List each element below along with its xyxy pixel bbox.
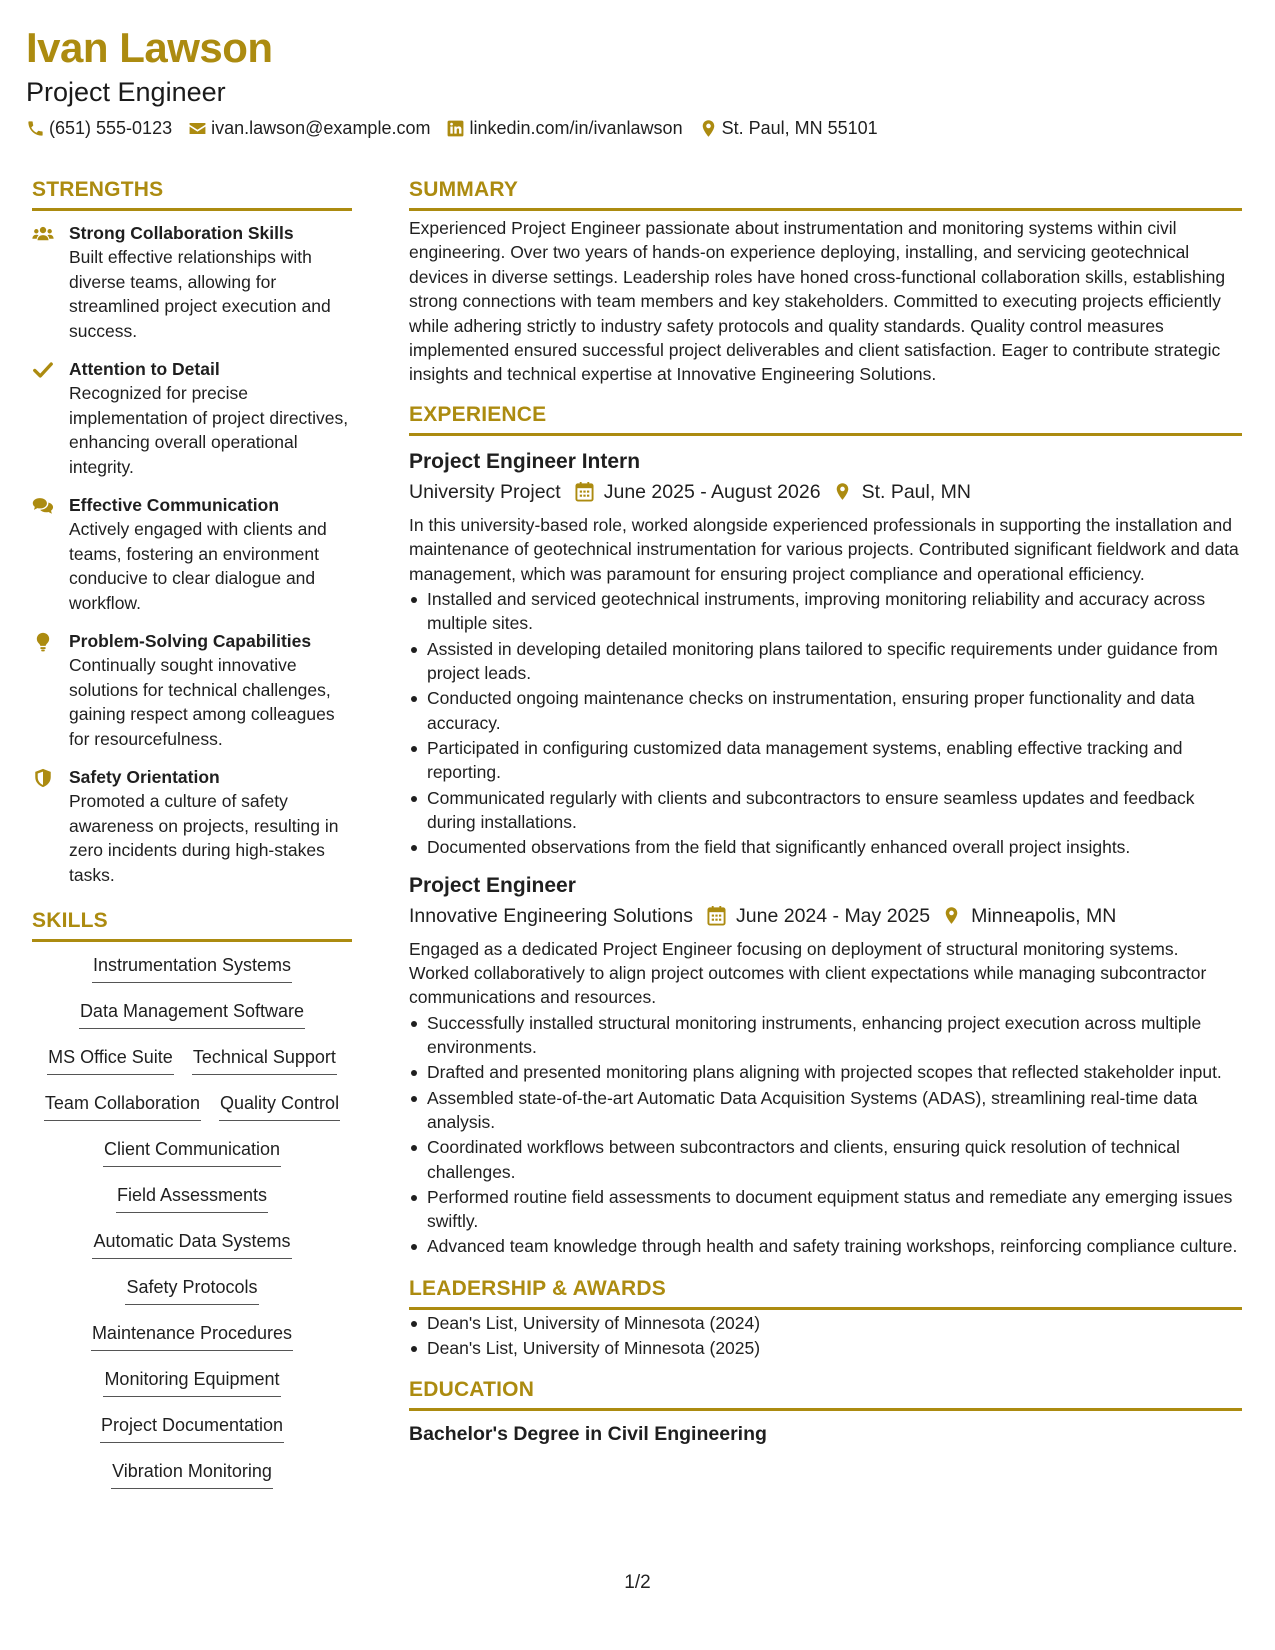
skill-tag: Instrumentation Systems [92, 952, 292, 983]
education-heading: EDUCATION [409, 1376, 1242, 1411]
strength-title: Attention to Detail [69, 359, 220, 379]
strength-title: Strong Collaboration Skills [69, 223, 294, 243]
experience-role [409, 872, 1242, 1259]
role-company: University Project [409, 480, 561, 503]
bullet-item: Drafted and presented monitoring plans aligning with projected scopes that reflected stakeholder input. [409, 1060, 1242, 1084]
skill-tag: Project Documentation [100, 1412, 284, 1443]
bullet-item: Assembled state-of-the-art Automatic Data Acquisition Systems (ADAS), streamlining real-time data analysis. [409, 1086, 1242, 1135]
skill-tag: Data Management Software [79, 998, 305, 1029]
skill-tag: Technical Support [192, 1044, 337, 1075]
skill-tag: Safety Protocols [125, 1274, 258, 1305]
comments-icon [32, 496, 54, 516]
role-dates: June 2024 - May 2025 [736, 904, 931, 927]
role-location: St. Paul, MN [861, 480, 972, 503]
role-meta [409, 478, 1242, 506]
contact-phone [26, 118, 172, 139]
summary-text: Experienced Project Engineer passionate about instrumentation and monitoring systems within civil engineering. Over two years of hands-on experience deploying, installing, and servicing geotechnical devices in diverse settings. Leadership roles have honed cross-functional collaboration skills, establishing strong connections with team members and key stakeholders. Committed to executing projects efficiently while adhering strictly to industry safety protocols and quality standards. Quality control measures implemented ensured successful project deliverables and client satisfaction. Eager to contribute strategic insights and technical expertise at Innovative Engineering Solutions. [409, 218, 1226, 385]
candidate-name: Ivan Lawson [26, 24, 273, 71]
leadership-heading: LEADERSHIP & AWARDS [409, 1275, 1242, 1310]
role-meta [409, 902, 1242, 930]
location-text: St. Paul, MN 55101 [721, 118, 878, 138]
strengths-heading: STRENGTHS [32, 176, 352, 211]
skill-tag: Vibration Monitoring [111, 1458, 273, 1489]
role-dates: June 2025 - August 2026 [603, 480, 821, 503]
skill-tag: Monitoring Equipment [103, 1366, 280, 1397]
strength-item [32, 765, 352, 887]
summary-heading: SUMMARY [409, 176, 1242, 211]
skill-tag: Client Communication [103, 1136, 281, 1167]
phone-icon [26, 119, 45, 138]
skills-heading: SKILLS [32, 907, 352, 942]
skill-tag: Quality Control [219, 1090, 340, 1121]
role-location: Minneapolis, MN [971, 904, 1117, 927]
users-icon [32, 224, 54, 244]
role-description: Engaged as a dedicated Project Engineer focusing on deployment of structural monitoring systems. Worked collaboratively to align project outcomes with client expectations while managing subcontractor communications and resources. [409, 938, 1207, 1008]
strength-desc: Built effective relationships with diverse teams, allowing for streamlined project execution and success. [69, 247, 331, 341]
page-number: 1/2 [624, 1572, 651, 1593]
phone-text: (651) 555-0123 [49, 118, 173, 138]
bullet-item: Performed routine field assessments to document equipment status and remediate any emerging issues swiftly. [409, 1185, 1242, 1234]
bullet-item: Successfully installed structural monitoring instruments, enhancing project execution across multiple environments. [409, 1011, 1242, 1060]
resume-header [26, 22, 1246, 139]
strength-item [32, 493, 352, 615]
contact-bar [26, 118, 1246, 139]
strength-desc: Promoted a culture of safety awareness on projects, resulting in zero incidents during high-stakes tasks. [69, 791, 339, 885]
candidate-title: Project Engineer [26, 77, 226, 107]
calendar-icon [707, 905, 726, 926]
role-bullets [409, 1011, 1242, 1259]
bullet-item: Installed and serviced geotechnical instruments, improving monitoring reliability and accuracy across multiple sites. [409, 587, 1242, 636]
role-bullets [409, 587, 1242, 859]
bullet-item: Assisted in developing detailed monitoring plans tailored to specific requirements under guidance from project leads. [409, 637, 1242, 686]
right-column [409, 176, 1242, 1447]
check-icon [32, 360, 54, 380]
skill-tag: Maintenance Procedures [91, 1320, 293, 1351]
shield-icon [32, 768, 54, 788]
strength-desc: Actively engaged with clients and teams, fostering an environment conducive to clear dialogue and workflow. [69, 519, 327, 613]
strengths-list [32, 221, 352, 887]
bullet-item: Coordinated workflows between subcontractors and clients, ensuring quick resolution of technical challenges. [409, 1135, 1242, 1184]
strength-item [32, 629, 352, 751]
linkedin-text[interactable]: linkedin.com/in/ivanlawson [469, 118, 683, 138]
calendar-icon [575, 481, 594, 502]
email-text[interactable]: ivan.lawson@example.com [211, 118, 431, 138]
role-title: Project Engineer [409, 873, 576, 897]
contact-location [699, 118, 878, 139]
map-pin-icon [942, 905, 961, 926]
skill-tag: Automatic Data Systems [92, 1228, 291, 1259]
bullet-item: Participated in configuring customized data management systems, enabling effective tracking and reporting. [409, 736, 1242, 785]
strength-desc: Continually sought innovative solutions for technical challenges, gaining respect among colleagues for resourcefulness. [69, 655, 335, 749]
role-description: In this university-based role, worked alongside experienced professionals in supporting the installation and maintenance of geotechnical instrumentation for various projects. Contributed significant fieldwork and data management, which was paramount for ensuring project compliance and operational efficiency. [409, 514, 1239, 584]
role-title: Project Engineer Intern [409, 449, 641, 473]
awards-list [409, 1311, 1242, 1361]
strength-desc: Recognized for precise implementation of project directives, enhancing overall operational integrity. [69, 383, 349, 477]
contact-linkedin[interactable] [446, 118, 682, 139]
strength-title: Effective Communication [69, 495, 280, 515]
map-pin-icon [833, 481, 852, 502]
skill-tag: Team Collaboration [44, 1090, 201, 1121]
award-item: Dean's List, University of Minnesota (2025) [409, 1336, 1242, 1360]
strength-title: Problem-Solving Capabilities [69, 631, 312, 651]
lightbulb-icon [32, 632, 54, 652]
strength-item [32, 357, 352, 479]
skill-tag: MS Office Suite [47, 1044, 174, 1075]
envelope-icon [188, 119, 207, 138]
strength-title: Safety Orientation [69, 767, 220, 787]
skill-tag: Field Assessments [116, 1182, 268, 1213]
role-company: Innovative Engineering Solutions [409, 904, 694, 927]
map-pin-icon [699, 119, 718, 138]
experience-heading: EXPERIENCE [409, 401, 1242, 436]
bullet-item: Advanced team knowledge through health and safety training workshops, reinforcing compliance culture. [409, 1234, 1242, 1258]
experience-role [409, 448, 1242, 860]
strength-item [32, 221, 352, 343]
linkedin-icon [446, 119, 465, 138]
degree-title: Bachelor's Degree in Civil Engineering [409, 1423, 767, 1446]
bullet-item: Communicated regularly with clients and subcontractors to ensure seamless updates and feedback during installations. [409, 786, 1242, 835]
left-column [32, 176, 352, 1504]
bullet-item: Conducted ongoing maintenance checks on instrumentation, ensuring proper functionality and data accuracy. [409, 686, 1242, 735]
contact-email[interactable] [188, 118, 430, 139]
skills-list [32, 952, 352, 1504]
bullet-item: Documented observations from the field that significantly enhanced overall project insights. [409, 835, 1242, 859]
award-item: Dean's List, University of Minnesota (2024) [409, 1311, 1242, 1335]
